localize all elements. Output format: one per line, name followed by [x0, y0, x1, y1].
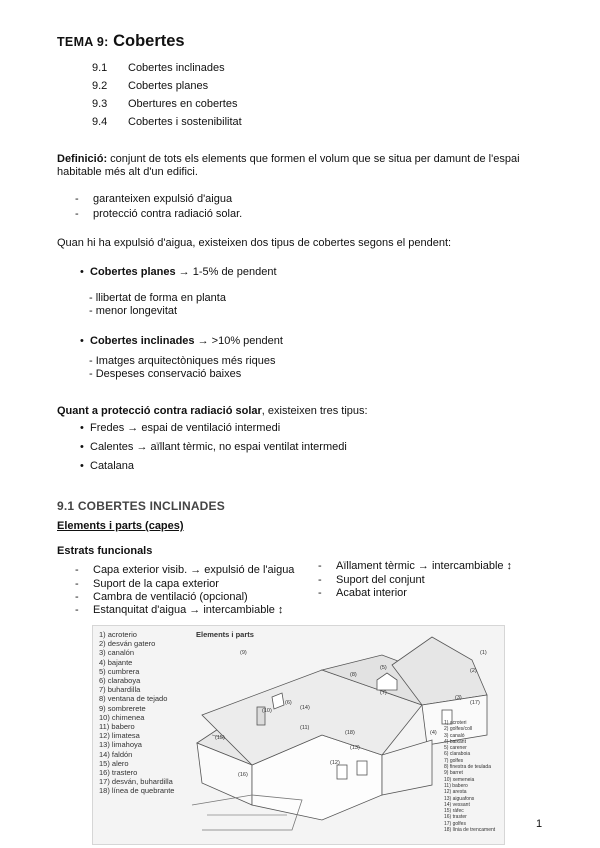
toc-item [92, 98, 237, 110]
legend-item: 1) acroterio [99, 630, 137, 639]
estrat-text: Suport de la capa exterior [93, 578, 219, 590]
legend-item: 15) alero [99, 758, 129, 768]
planes-item: - menor longevitat [89, 305, 178, 317]
definition-line-2: habitable més alt d'un edifici. [57, 166, 198, 178]
figure-callout: (9) [240, 650, 247, 656]
solar-item-text: Fredes → espai de ventilació intermedi [90, 422, 281, 434]
legend2-item: 9) barret [444, 770, 463, 777]
definition-label: Definició: [57, 153, 108, 165]
inclinades-item: - Despeses conservació baixes [89, 368, 242, 380]
solar-item-text: Calentes → aïllant tèrmic, no espai ventilat intermedi [90, 441, 347, 453]
inclinades-bold: Cobertes inclinades [90, 335, 195, 347]
solar-bold: Quant a protecció contra radiació solar [57, 405, 262, 417]
legend-item: 4) bajante [99, 657, 133, 667]
legend-item: 17) desván, buhardilla [99, 777, 173, 787]
legend2-item: 7) golfes [444, 757, 464, 764]
estrat-text: Capa exterior visib. → expulsió de l'aigua [93, 564, 295, 576]
tema-label: TEMA 9: [57, 35, 109, 49]
legend2-item: 6) claraboia [444, 751, 471, 758]
estrat-item: - Capa exterior visib. → expulsió de l'aigua [75, 564, 295, 576]
function-item: - protecció contra radiació solar. [75, 208, 243, 220]
legend-item: 9) sombrerete [99, 703, 146, 713]
legend2-item: 11) babero [444, 782, 468, 789]
figure-callout: (17) [470, 700, 480, 706]
estrat-text: Acabat interior [336, 587, 407, 599]
water-intro: Quan hi ha expulsió d'aigua, existeixen dos tipus de cobertes segons el pendent: [57, 237, 452, 249]
inclinades-heading: • Cobertes inclinades → >10% pendent [80, 335, 283, 347]
estrat-text: Cambra de ventilació (opcional) [93, 591, 248, 603]
legend-item: 11) babero [99, 722, 135, 732]
inclinades-item: - Imatges arquitectòniques més riques [89, 355, 276, 367]
legend2-item: 3) canaló [444, 732, 465, 739]
page-title [57, 32, 185, 51]
toc-label: Obertures en cobertes [128, 98, 238, 110]
solar-item: • Calentes → aïllant tèrmic, no espai ventilat intermedi [80, 441, 347, 453]
figure-legend [99, 630, 174, 796]
solar-item-text: Catalana [90, 460, 135, 472]
figure-callout: (18) [345, 730, 355, 736]
legend-item: 18) línea de quebrante [99, 786, 175, 796]
solar-item: • Catalana [80, 460, 135, 472]
estrat-text: Suport del conjunt [336, 574, 425, 586]
toc-number: 9.3 [92, 98, 108, 110]
solar-item: • Fredes → espai de ventilació intermedi [80, 422, 281, 434]
legend2-item: 10) xemeneia [444, 776, 475, 783]
figure-callout: (4) [430, 730, 437, 736]
figure-callout: (6) [285, 700, 292, 706]
estrat-text: Aïllament tèrmic → intercambiable ↕ [336, 560, 513, 572]
estrat-text: Estanquitat d'aigua → intercambiable ↕ [93, 604, 284, 616]
figure-callout: (14) [300, 705, 310, 711]
planes-rest: → 1-5% de pendent [175, 266, 277, 278]
toc-item [92, 80, 208, 92]
legend2-item: 5) carener [444, 745, 467, 752]
estrat-item: - Cambra de ventilació (opcional) [75, 591, 248, 603]
legend2-item: 2) golfes/coll [444, 726, 473, 733]
legend-item: 10) chimenea [99, 712, 145, 722]
legend-item: 8) ventana de tejado [99, 694, 168, 704]
planes-heading: • Cobertes planes → 1-5% de pendent [80, 266, 277, 278]
toc-label: Cobertes i sostenibilitat [128, 116, 242, 128]
toc-item [92, 62, 225, 74]
legend2-item: 18) línia de trencament [444, 827, 496, 834]
figure-title: Elements i parts [196, 630, 254, 639]
legend2-item: 4) baixant [444, 738, 466, 745]
figure-callout: (10) [262, 708, 272, 714]
legend2-item: 15) ràfec [444, 808, 464, 815]
figure-callout: (2) [470, 668, 477, 674]
figure-callout: (11) [300, 725, 310, 731]
estrat-item: - Estanquitat d'aigua → intercambiable ↕ [75, 604, 284, 616]
legend-item: 3) canalón [99, 648, 135, 658]
page-number: 1 [536, 818, 543, 830]
figure-legend-catalan [444, 720, 495, 833]
figure-callout: (7) [380, 690, 387, 696]
toc-label: Cobertes planes [128, 80, 209, 92]
figure-callout: (8) [350, 672, 357, 678]
legend2-item: 16) traster [444, 814, 467, 821]
toc-number: 9.1 [92, 62, 108, 74]
function-text: garanteixen expulsió d'aigua [93, 193, 233, 205]
legend-item: 13) limahoya [99, 740, 142, 750]
estrat-item: - Suport de la capa exterior [75, 578, 219, 590]
planes-item: - llibertat de forma en planta [89, 292, 226, 304]
figure-callout: (16) [238, 772, 248, 778]
window [357, 761, 367, 775]
figure-callout: (5) [380, 665, 387, 671]
legend-item: 6) claraboya [99, 676, 141, 686]
window [337, 765, 347, 779]
legend2-item: 14) vessant [444, 801, 470, 808]
estrats-title: Estrats funcionals [57, 545, 153, 557]
legend-item: 2) desván gatero [99, 639, 156, 649]
function-item: - garanteixen expulsió d'aigua [75, 193, 233, 205]
legend2-item: 13) aiguafons [444, 795, 475, 802]
definition-line-1 [57, 153, 520, 166]
legend-item: 7) buhardilla [99, 685, 141, 695]
figure-callout: (12) [330, 760, 340, 766]
figure-callout: (13) [350, 745, 360, 751]
legend-item: 14) faldón [99, 749, 133, 759]
solar-intro [57, 405, 368, 418]
legend2-item: 12) aresta [444, 789, 467, 796]
section-heading: 9.1 COBERTES INCLINADES [57, 499, 225, 513]
estrat-item: - Aïllament tèrmic → intercambiable ↕ [318, 560, 513, 572]
function-text: protecció contra radiació solar. [93, 208, 243, 220]
toc-label: Cobertes inclinades [128, 62, 225, 74]
wall-wing [382, 740, 432, 795]
legend2-item: 1) acroteri [444, 720, 467, 726]
estrat-item: - Acabat interior [318, 587, 407, 599]
figure-callout: (3) [455, 695, 462, 701]
legend2-item: 17) golfes [444, 820, 466, 827]
solar-rest: , existeixen tres tipus: [261, 405, 368, 417]
figure-callout: (15) [215, 735, 225, 741]
toc-number: 9.4 [92, 116, 108, 128]
estrat-item: - Suport del conjunt [318, 574, 425, 586]
section-subtitle: Elements i parts (capes) [57, 520, 184, 532]
legend-item: 12) limatesa [99, 731, 140, 741]
planes-bold: Cobertes planes [90, 266, 176, 278]
inclinades-rest: → >10% pendent [194, 335, 283, 347]
definition-text: conjunt de tots els elements que formen el volum que se situa per damunt de l'espai [107, 153, 520, 165]
legend2-item: 8) finestra de teulada [444, 764, 491, 771]
toc-item [92, 116, 242, 128]
legend-item: 5) cumbrera [99, 666, 140, 676]
figure-callout: (1) [480, 650, 487, 656]
tema-title: Cobertes [113, 32, 185, 50]
toc-number: 9.2 [92, 80, 108, 92]
legend-item: 16) trastero [99, 768, 138, 778]
